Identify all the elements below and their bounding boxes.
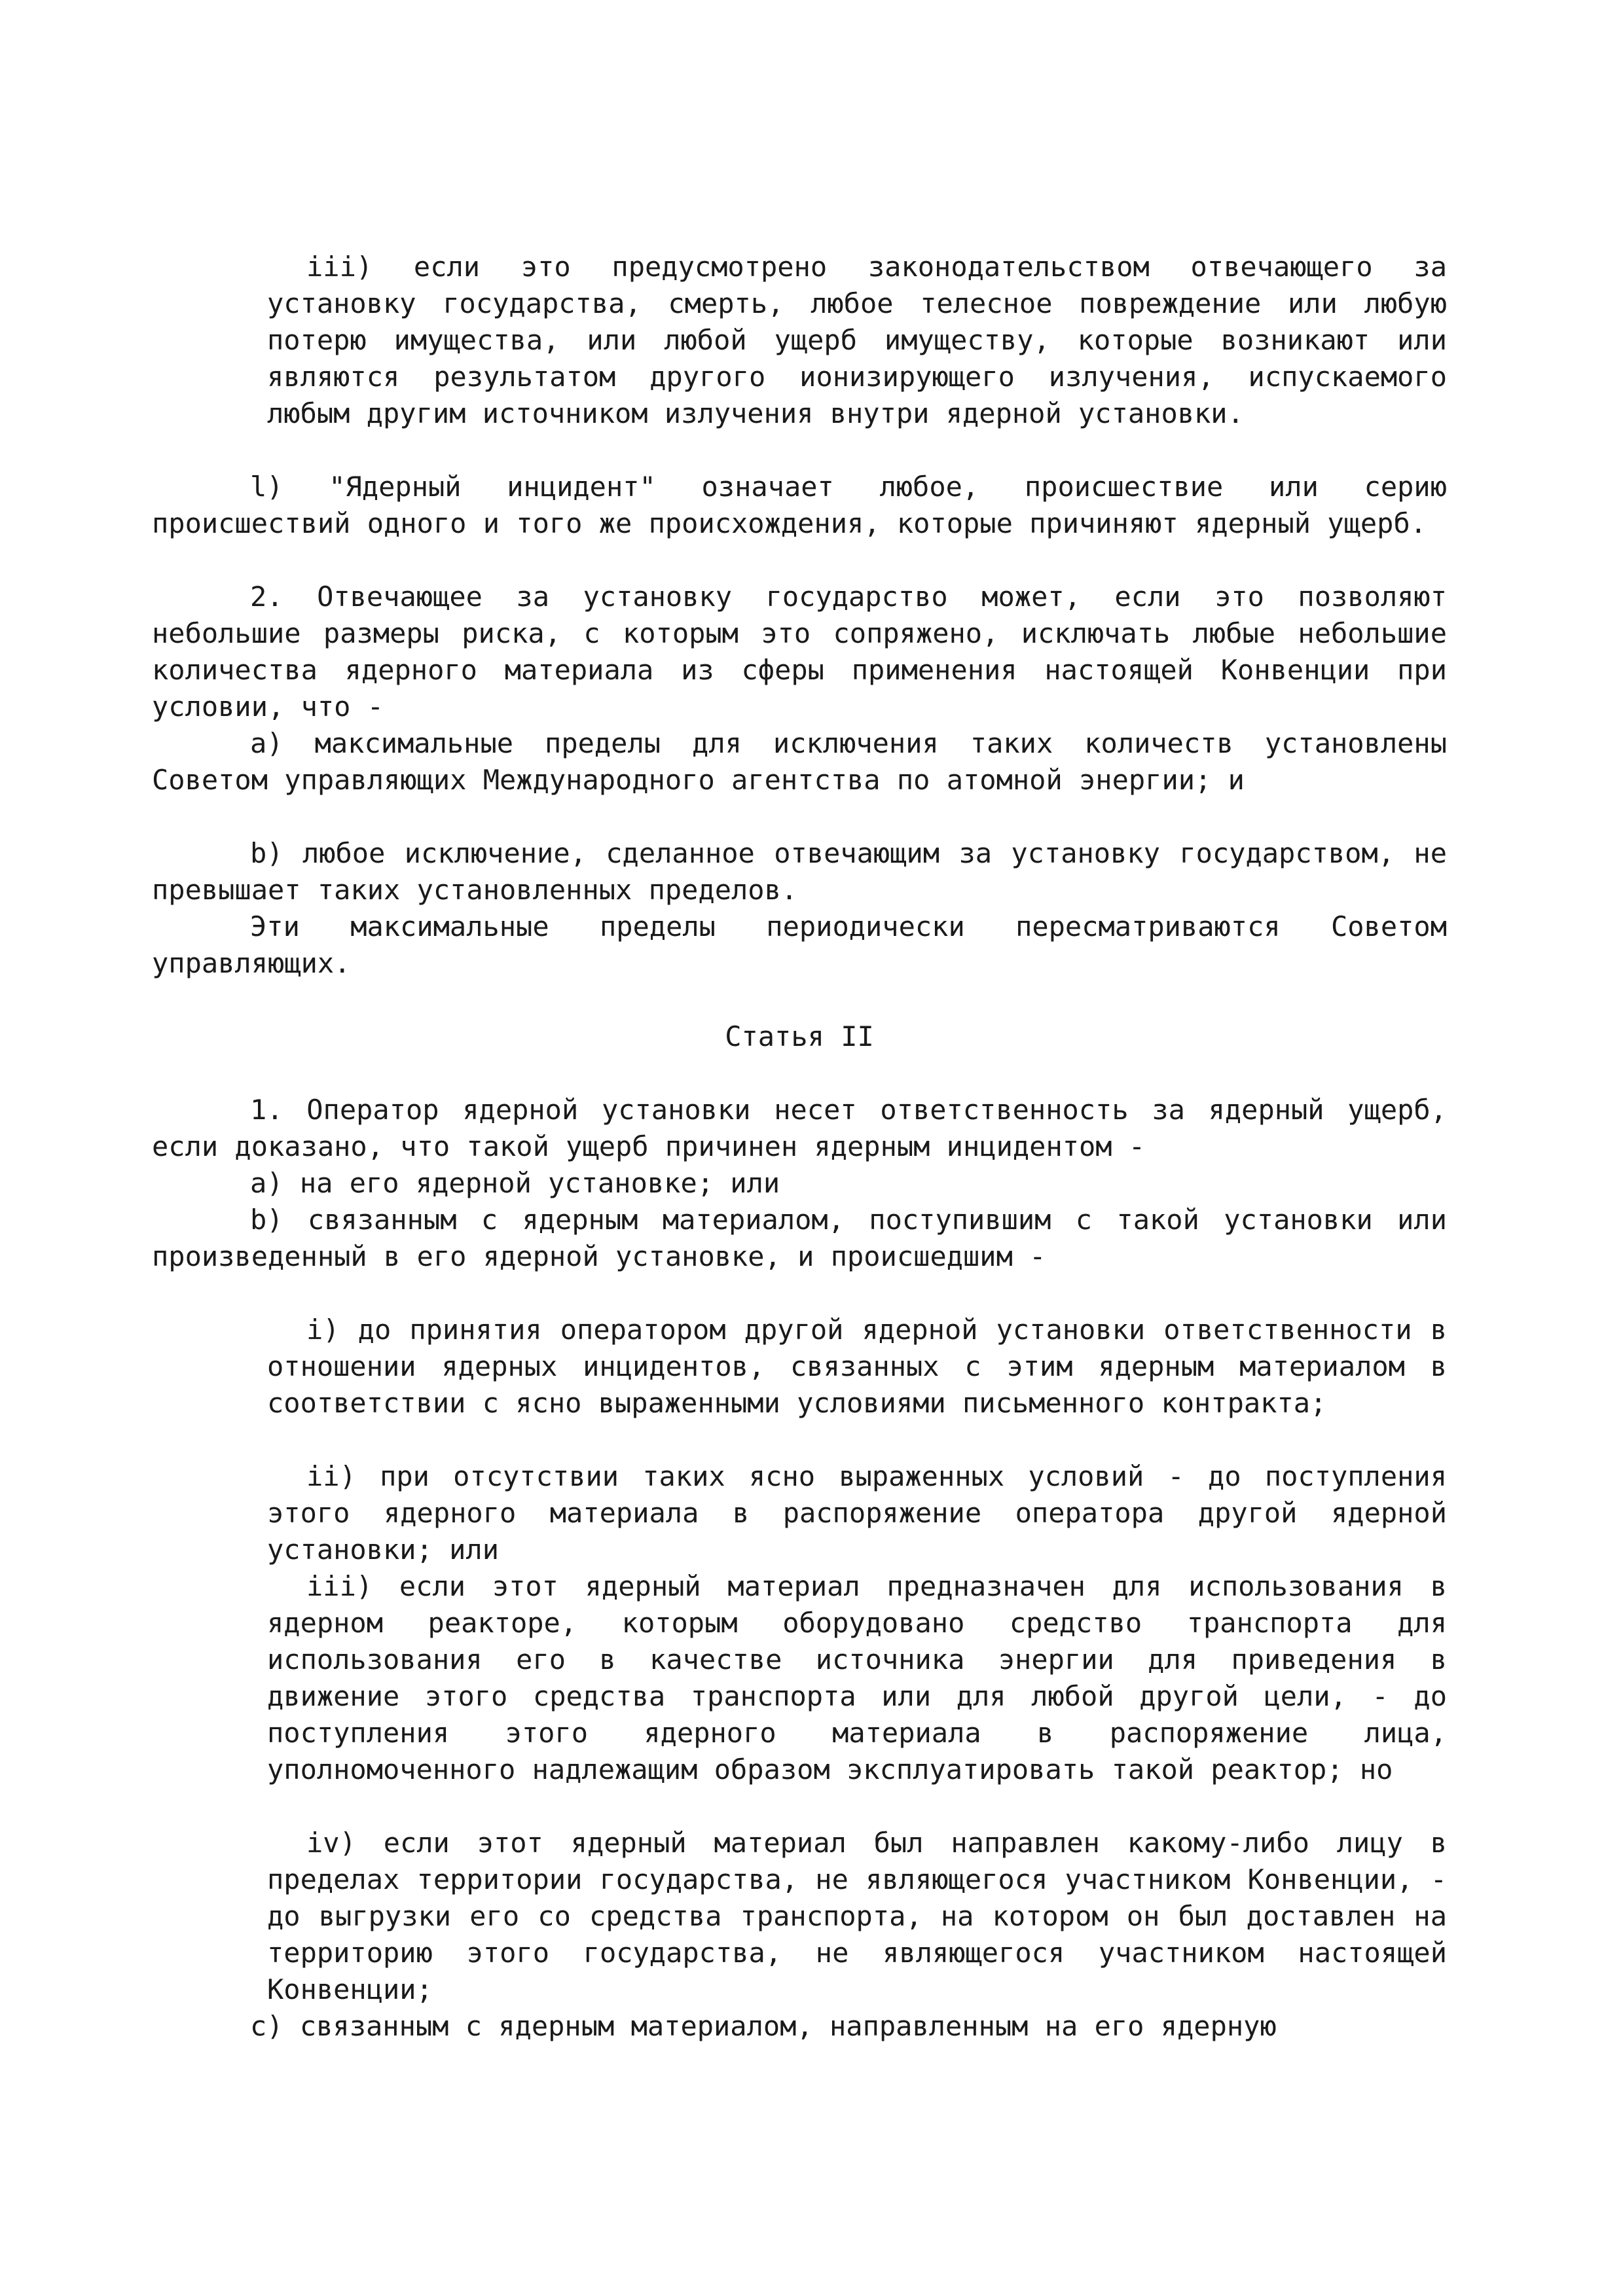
paragraph-nuclear-incident-definition: l) "Ядерный инцидент" означает любое, происшествие или серию происшествий одного и того же происхождения, которые причиняют ядерный ущерб. (152, 471, 1447, 539)
article-heading: Статья II (725, 1020, 874, 1052)
paragraph-a-maximum-limits: a) максимальные пределы для исключения таких количеств установлены Советом управляющих Международного агентства по атомной энергии; и (152, 727, 1447, 796)
paragraph-iv-non-contracting-state: iv) если этот ядерный материал был направлен какому-либо лицу в пределах территории государства, не являющегося участником Конвенции, - до выгрузки его со средства транспорта, на котором он был доставлен на территорию этого государства, не являющегося участником настоящей Конвенции; (267, 1827, 1447, 2005)
paragraph-1-operator-liability: 1. Оператор ядерной установки несет ответственность за ядерный ущерб, если доказано, что такой ущерб причинен ядерным инцидентом - (152, 1094, 1447, 1162)
paragraph-iii-reactor-transport: iii) если этот ядерный материал предназначен для использования в ядерном реакторе, которым оборудовано средство транспорта для использования его в качестве источника энергии для приведения в движение этого средства транспорта или для любой другой цели, - до поступления этого ядерного материала в распоряжение лица, уполномоченного надлежащим образом эксплуатировать такой реактор; но (267, 1570, 1447, 1785)
paragraph-2-exclusion: 2. Отвечающее за установку государство может, если это позволяют небольшие размеры риска, с которым это сопряжено, исключать любые небольшие количества ядерного материала из сферы применения настоящей Конвенции при условии, что - (152, 581, 1447, 723)
paragraph-periodic-review: Эти максимальные пределы периодически пересматриваются Советом управляющих. (152, 910, 1447, 979)
paragraph-b-exclusion-limit: b) любое исключение, сделанное отвечающим за установку государством, не превышает таких установленных пределов. (152, 837, 1447, 906)
paragraph-a-at-installation: a) на его ядерной установке; или (250, 1167, 780, 1199)
paragraph-ii-absence-of-terms: ii) при отсутствии таких ясно выраженных условий - до поступления этого ядерного материала в распоряжение оператора другой ядерной установки; или (267, 1460, 1447, 1566)
paragraph-b-nuclear-material: b) связанным с ядерным материалом, поступившим с такой установки или произведенный в его ядерной установке, и происшедшим - (152, 1204, 1447, 1272)
paragraph-iii-ionizing-radiation: iii) если это предусмотрено законодательством отвечающего за установку государства, смерть, любое телесное повреждение или любую потерю имущества, или любой ущерб имуществу, которые возникают или являются результатом другого ионизирующего излучения, испускаемого любым другим источником излучения внутри ядерной установки. (267, 251, 1447, 429)
paragraph-i-before-acceptance: i) до принятия оператором другой ядерной установки ответственности в отношении ядерных инцидентов, связанных с этим ядерным материалом в соответствии с ясно выраженными условиями письменного контракта; (267, 1314, 1447, 1419)
paragraph-c-sent-to-installation: c) связанным с ядерным материалом, направленным на его ядерную (250, 2010, 1277, 2042)
